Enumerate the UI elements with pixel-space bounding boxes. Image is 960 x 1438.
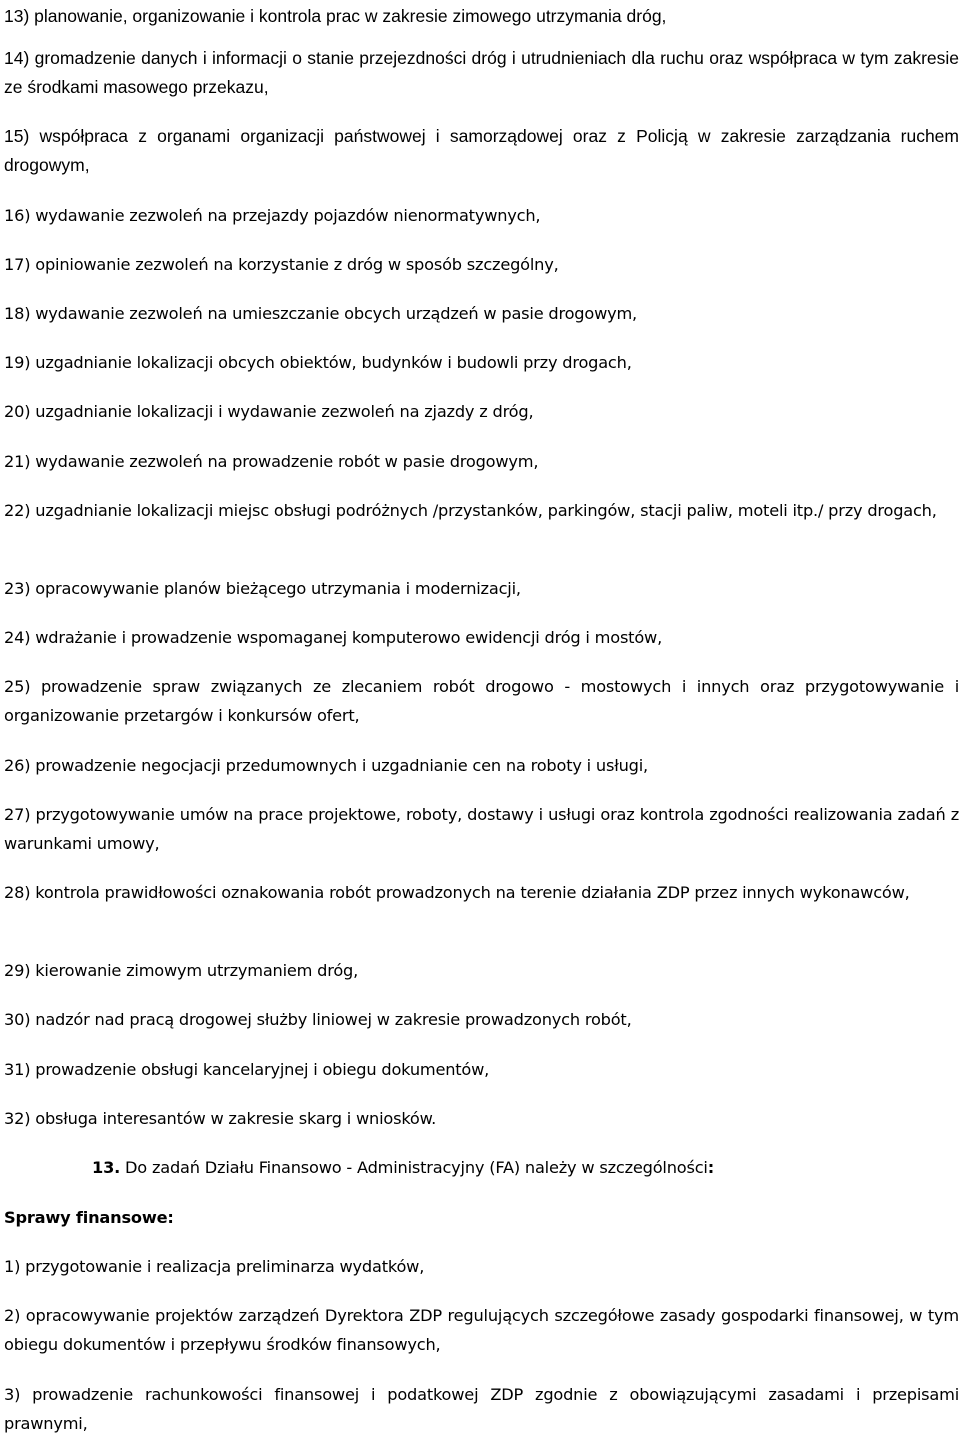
list-item: 26) prowadzenie negocjacji przedumownych i uzgadnianie cen na roboty i usługi, — [4, 756, 648, 775]
section-text: Do zadań Działu Finansowo - Administracyjny (FA) należy w szczególności — [120, 1158, 708, 1177]
list-item: 24) wdrażanie i prowadzenie wspomaganej komputerowo ewidencji dróg i mostów, — [4, 628, 663, 647]
list-item: 19) uzgadnianie lokalizacji obcych obiektów, budynków i budowli przy drogach, — [4, 353, 632, 372]
list-item: 18) wydawanie zezwoleń na umieszczanie obcych urządzeń w pasie drogowym, — [4, 304, 638, 323]
list-item: 3) prowadzenie rachunkowości finansowej i podatkowej ZDP zgodnie z obowiązującymi zasadami i przepisami prawnymi, — [4, 1385, 959, 1433]
list-item: 30) nadzór nad pracą drogowej służby liniowej w zakresie prowadzonych robót, — [4, 1010, 632, 1029]
list-item: 22) uzgadnianie lokalizacji miejsc obsługi podróżnych /przystanków, parkingów, stacji paliw, moteli itp./ przy drogach, — [4, 501, 937, 520]
section-number: 13. — [92, 1158, 121, 1177]
list-item: 1) przygotowanie i realizacja preliminarza wydatków, — [4, 1257, 425, 1276]
section-header — [92, 1153, 714, 1182]
list-item: 31) prowadzenie obsługi kancelaryjnej i obiegu dokumentów, — [4, 1060, 490, 1079]
list-item: 32) obsługa interesantów w zakresie skarg i wniosków. — [4, 1109, 437, 1128]
list-item: 28) kontrola prawidłowości oznakowania robót prowadzonych na terenie działania ZDP przez innych wykonawców, — [4, 883, 910, 902]
list-item: 15) współpraca z organami organizacji państwowej i samorządowej oraz z Policją w zakresie zarządzania ruchem drogowym, — [4, 126, 959, 175]
list-item: 20) uzgadnianie lokalizacji i wydawanie zezwoleń na zjazdy z dróg, — [4, 402, 534, 421]
list-item: 25) prowadzenie spraw związanych ze zlecaniem robót drogowo - mostowych i innych oraz przygotowywanie i organizowanie przetargów i konkursów ofert, — [4, 677, 959, 725]
list-item: 2) opracowywanie projektów zarządzeń Dyrektora ZDP regulujących szczegółowe zasady gospodarki finansowej, w tym obiegu dokumentów i przepływu środków finansowych, — [4, 1306, 959, 1354]
list-item: 17) opiniowanie zezwoleń na korzystanie z dróg w sposób szczególny, — [4, 255, 559, 274]
list-item: 14) gromadzenie danych i informacji o stanie przejezdności dróg i utrudnieniach dla ruchu oraz współpraca w tym zakresie ze środkami masowego przekazu, — [4, 48, 959, 97]
list-item: 27) przygotowywanie umów na prace projektowe, roboty, dostawy i usługi oraz kontrola zgodności realizowania zadań z warunkami umowy, — [4, 805, 959, 853]
list-item: 16) wydawanie zezwoleń na przejazdy pojazdów nienormatywnych, — [4, 206, 541, 225]
subsection-heading: Sprawy finansowe: — [4, 1208, 174, 1227]
section-colon: : — [707, 1158, 714, 1177]
list-item: 29) kierowanie zimowym utrzymaniem dróg, — [4, 961, 359, 980]
list-item: 21) wydawanie zezwoleń na prowadzenie robót w pasie drogowym, — [4, 452, 539, 471]
list-item: 23) opracowywanie planów bieżącego utrzymania i modernizacji, — [4, 579, 521, 598]
list-item: 13) planowanie, organizowanie i kontrola prac w zakresie zimowego utrzymania dróg, — [4, 6, 667, 26]
